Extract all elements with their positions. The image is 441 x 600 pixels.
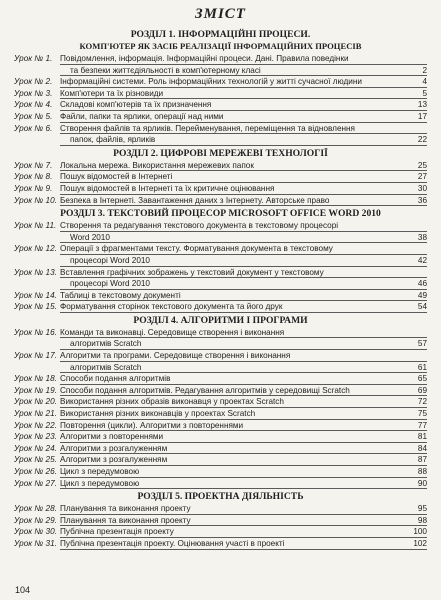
lesson-page-number: 17 (417, 111, 427, 121)
toc-entry (0, 290, 441, 302)
lesson-label: Урок № 28. (14, 504, 57, 514)
toc-entry (0, 160, 441, 172)
toc-entry (0, 195, 441, 207)
lesson-label: Урок № 1. (14, 54, 53, 63)
lesson-page-number: 13 (417, 100, 427, 110)
toc-entry (0, 327, 441, 350)
lesson-page-number: 42 (417, 255, 427, 265)
lesson-page-number: 75 (417, 409, 427, 419)
lesson-title-line: Операції з фрагментами тексту. Форматування документа в текстовому (60, 244, 333, 254)
toc-entry (0, 515, 441, 527)
lesson-page-number: 54 (417, 302, 427, 312)
lesson-title-line: Пошук відомостей в Інтернеті (60, 172, 173, 182)
toc-entry (0, 53, 441, 76)
page-title: ЗМІСТ (195, 6, 246, 22)
section-heading: РОЗДІЛ 2. ЦИФРОВІ МЕРЕЖЕВІ ТЕХНОЛОГІЇ (113, 147, 328, 159)
lesson-title-line: Цикл з передумовою (60, 467, 140, 476)
toc-entry (0, 466, 441, 478)
lesson-title-line: Інформаційні системи. Роль інформаційних технологій у житті сучасної людини (60, 77, 362, 87)
lesson-page-number: 27 (417, 172, 427, 182)
lesson-label: Урок № 9. (14, 183, 53, 193)
lesson-page-number: 87 (417, 455, 427, 465)
lesson-label: Урок № 2. (14, 77, 53, 87)
lesson-label: Урок № 11. (14, 221, 57, 231)
lesson-title-line: Таблиці в текстовому документі (60, 290, 181, 300)
toc-entry (0, 454, 441, 466)
lesson-label: Урок № 19. (14, 385, 57, 395)
lesson-label: Урок № 12. (14, 244, 57, 254)
lesson-label: Урок № 18. (14, 374, 57, 384)
lesson-title-line: Планування та виконання проекту (60, 515, 191, 525)
lesson-page-number: 30 (417, 183, 427, 193)
toc-entry (0, 385, 441, 397)
table-of-contents (0, 27, 441, 550)
lesson-page-number: 61 (417, 362, 427, 372)
lesson-title-line: Алгоритми з розгалуженням (60, 443, 168, 453)
lesson-page-number: 22 (417, 135, 427, 145)
lesson-page-number: 2 (422, 65, 427, 75)
lesson-label: Урок № 25. (14, 455, 57, 465)
lesson-label: Урок № 7. (14, 160, 53, 170)
lesson-label: Урок № 24. (14, 443, 57, 453)
lesson-page-number: 100 (413, 527, 427, 537)
lesson-label: Урок № 4. (14, 100, 53, 110)
lesson-title-line: Способи подання алгоритмів. Редагування алгоритмів у середовищі Scratch (60, 385, 350, 395)
section-heading: РОЗДІЛ 1. ІНФОРМАЦІЙНІ ПРОЦЕСИ. (130, 29, 311, 40)
lesson-label: Урок № 6. (14, 123, 53, 133)
lesson-label: Урок № 17. (14, 351, 57, 361)
lesson-title-line: та безпеки життєдіяльності в комп'ютерному класі (70, 65, 261, 75)
lesson-page-number: 95 (417, 504, 427, 514)
lesson-label: Урок № 14. (14, 290, 57, 300)
lesson-title-line: Публічна презентація проекту (60, 527, 174, 537)
lesson-page-number: 98 (417, 515, 427, 525)
toc-entry (0, 373, 441, 385)
lesson-label: Урок № 10. (14, 195, 57, 205)
lesson-title-line: Алгоритми з повтореннями (60, 432, 164, 442)
lesson-title-line: Використання різних образів виконавця у проектах Scratch (60, 397, 284, 407)
toc-entry (0, 220, 441, 243)
lesson-title-line: папок, файлів, ярликів (70, 135, 156, 145)
lesson-title-line: Файли, папки та ярлики, операції над ними (60, 111, 224, 121)
lesson-page-number: 90 (417, 478, 427, 488)
lesson-label: Урок № 13. (14, 267, 57, 277)
lesson-label: Урок № 27. (14, 478, 57, 488)
lesson-page-number: 49 (417, 290, 427, 300)
toc-entry (0, 76, 441, 88)
lesson-page-number: 25 (417, 160, 427, 170)
toc-entry (0, 171, 441, 183)
lesson-label: Урок № 8. (14, 172, 53, 182)
toc-entry (0, 99, 441, 111)
lesson-title-line: Складові комп'ютерів та їх призначення (60, 100, 212, 110)
toc-entry (0, 538, 441, 550)
lesson-page-number: 84 (417, 443, 427, 453)
lesson-title-line: Локальна мережа. Використання мережевих папок (60, 160, 254, 170)
toc-entry (0, 396, 441, 408)
section-heading: РОЗДІЛ 3. ТЕКСТОВИЙ ПРОЦЕСОР MICROSOFT OFFICE WORD 2010 (60, 208, 381, 220)
lesson-title-line: Форматування сторінок текстового документа та його друк (60, 302, 283, 312)
lesson-title-line: Публічна презентація проекту. Оцінювання участі в проекті (60, 538, 285, 548)
lesson-page-number: 46 (417, 279, 427, 289)
lesson-title-line: Повторення (цикли). Алгоритми з повтореннями (60, 420, 244, 430)
lesson-title-line: процесорі Word 2010 (70, 255, 150, 265)
lesson-label: Урок № 20. (14, 397, 57, 407)
lesson-title-line: Комп'ютери та їх різновиди (60, 88, 164, 98)
lesson-title-line: Алгоритми та програми. Середовище створення і виконання (60, 351, 291, 361)
lesson-page-number: 38 (417, 232, 427, 242)
lesson-label: Урок № 26. (14, 467, 57, 476)
lesson-page-number: 69 (417, 385, 427, 395)
lesson-label: Урок № 22. (14, 420, 57, 430)
lesson-page-number: 102 (413, 538, 427, 548)
lesson-title-line: Алгоритми з розгалуженням (60, 455, 168, 465)
lesson-label: Урок № 21. (14, 409, 57, 419)
lesson-title-line: Планування та виконання проекту (60, 504, 191, 514)
toc-entry (0, 183, 441, 195)
toc-entry (0, 123, 441, 146)
toc-entry (0, 267, 441, 290)
lesson-page-number: 65 (417, 374, 427, 384)
lesson-label: Урок № 3. (14, 88, 53, 98)
lesson-title-line: Створення файлів та ярликів. Перейменування, переміщення та відновлення (60, 123, 355, 133)
lesson-page-number: 88 (417, 467, 427, 476)
lesson-page-number: 57 (417, 339, 427, 349)
toc-entry (0, 478, 441, 490)
toc-entry (0, 88, 441, 100)
toc-entry (0, 431, 441, 443)
lesson-title-line: Цикл з передумовою (60, 478, 140, 488)
lesson-title-line: Вставлення графічних зображень у текстовий документ у текстовому (60, 267, 324, 277)
lesson-title-line: Команди та виконавці. Середовище створення і виконання (60, 327, 285, 337)
lesson-title-line: алгоритмів Scratch (70, 339, 142, 349)
lesson-title-line: Пошук відомостей в Інтернеті та їх критичне оцінювання (60, 183, 275, 193)
lesson-label: Урок № 23. (14, 432, 57, 442)
toc-entry (0, 243, 441, 266)
lesson-page-number: 36 (417, 195, 427, 205)
lesson-title-line: процесорі Word 2010 (70, 279, 150, 289)
section-subheading: КОМП'ЮТЕР ЯК ЗАСІБ РЕАЛІЗАЦІЇ ІНФОРМАЦІЙНИХ ПРОЦЕСІВ (79, 41, 362, 51)
lesson-label: Урок № 5. (14, 111, 53, 121)
lesson-label: Урок № 15. (14, 302, 57, 312)
lesson-title-line: Word 2010 (70, 232, 110, 242)
lesson-title-line: алгоритмів Scratch (70, 362, 142, 372)
lesson-page-number: 81 (417, 432, 427, 442)
toc-entry (0, 408, 441, 420)
toc-entry (0, 111, 441, 123)
lesson-title-line: Безпека в Інтернеті. Завантаження даних з Інтернету. Авторське право (60, 195, 330, 205)
lesson-title-line: Створення та редагування текстового документа в текстовому процесорі (60, 221, 339, 231)
section-heading: РОЗДІЛ 5. ПРОЕКТНА ДІЯЛЬНІСТЬ (137, 491, 304, 503)
toc-entry (0, 350, 441, 373)
toc-entry (0, 301, 441, 313)
lesson-label: Урок № 16. (14, 327, 57, 337)
lesson-title-line: Використання різних виконавців у проектах Scratch (60, 409, 256, 419)
toc-entry (0, 526, 441, 538)
toc-entry (0, 443, 441, 455)
lesson-label: Урок № 30. (14, 527, 57, 537)
toc-entry (0, 503, 441, 515)
lesson-page-number: 4 (422, 77, 427, 87)
lesson-title-line: Способи подання алгоритмів (60, 374, 171, 384)
lesson-label: Урок № 29. (14, 515, 57, 525)
section-heading: РОЗДІЛ 4. АЛГОРИТМИ І ПРОГРАМИ (133, 314, 308, 326)
lesson-page-number: 72 (417, 397, 427, 407)
page-number: 104 (15, 585, 31, 595)
lesson-label: Урок № 31. (14, 538, 57, 548)
lesson-page-number: 5 (422, 88, 427, 98)
lesson-page-number: 77 (417, 420, 427, 430)
toc-entry (0, 420, 441, 432)
lesson-title-line: Повідомлення, інформація. Інформаційні процеси. Дані. Правила поведінки (60, 54, 349, 63)
